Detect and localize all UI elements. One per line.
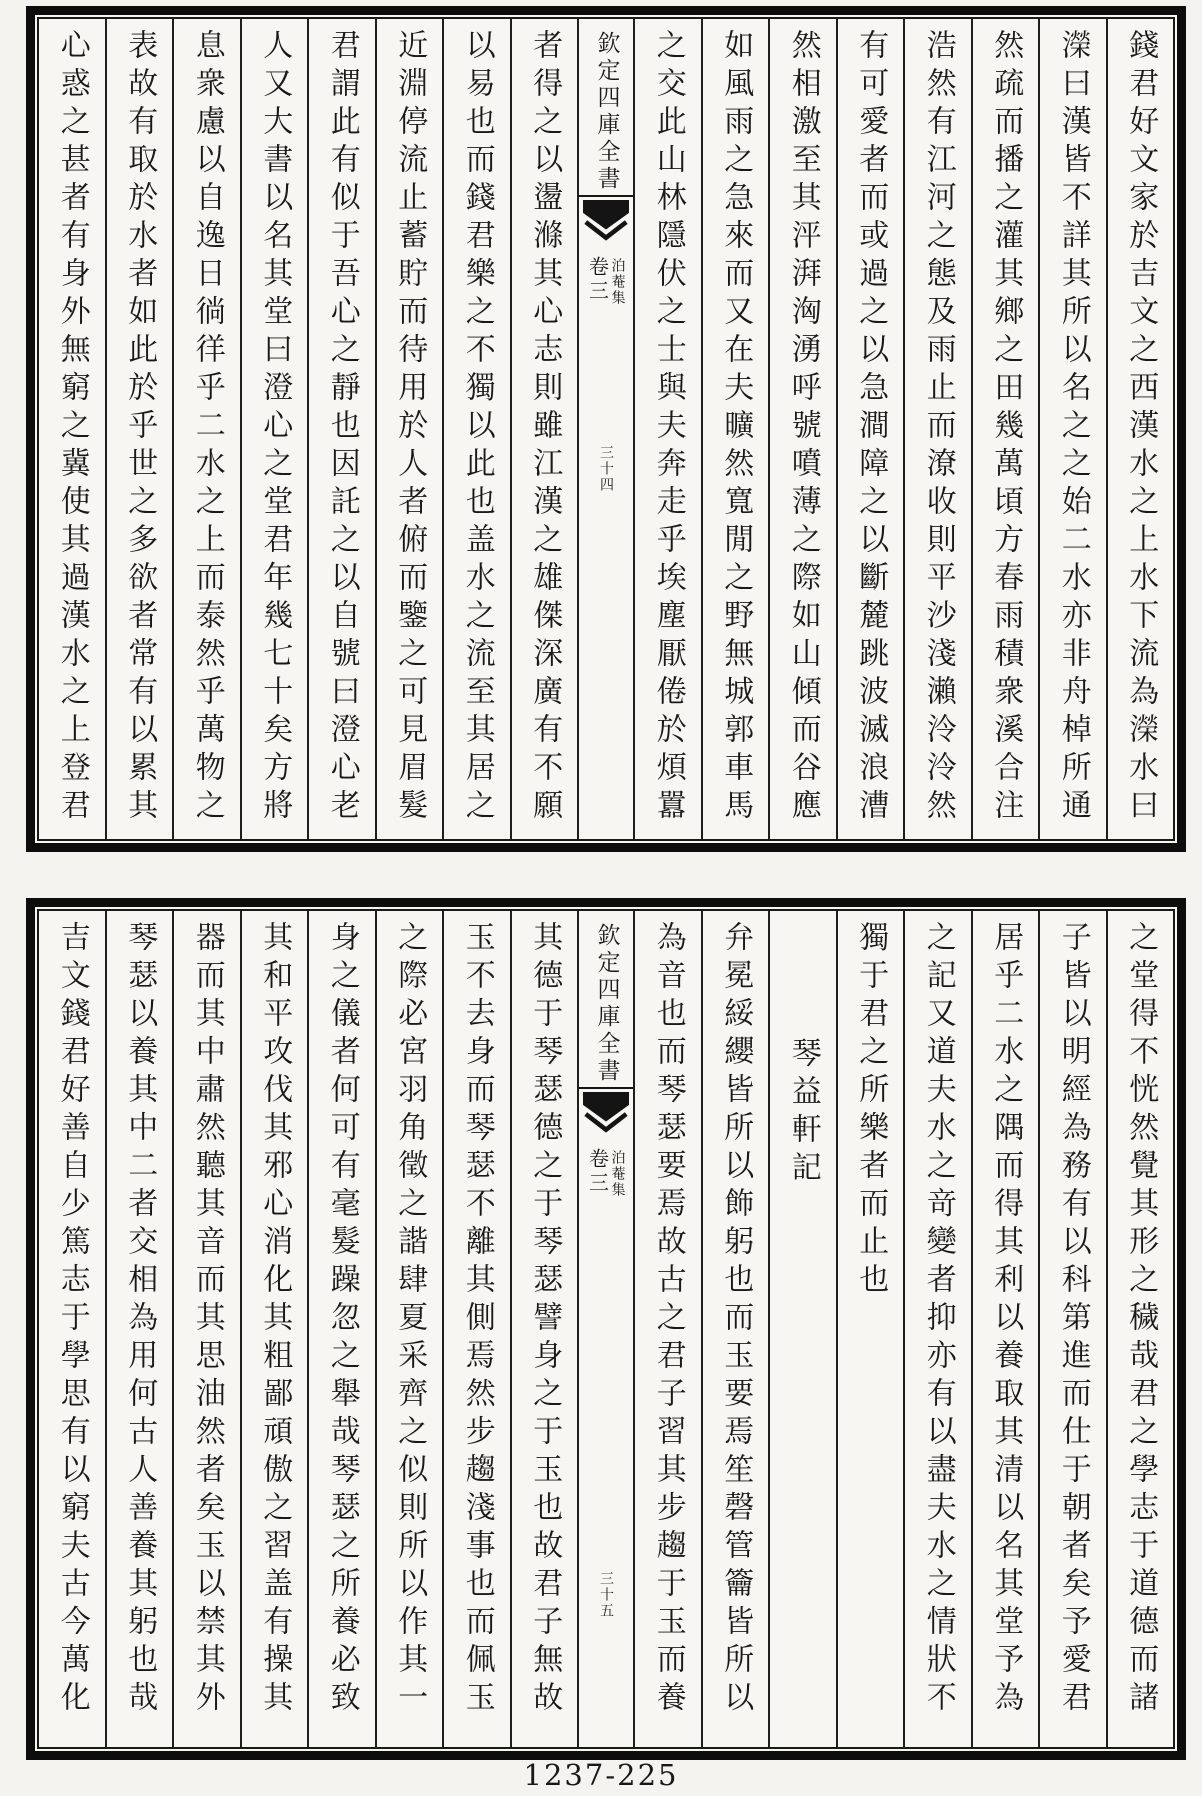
column-text: 之堂得不恍然覺其形之穢哉君之學志于道德而諸 — [1123, 921, 1159, 1719]
fishtail-mark — [581, 1092, 631, 1138]
leaf-block-recto — [26, 6, 1186, 852]
banxin-series-title: 欽定四庫全書 — [593, 31, 620, 193]
text-column — [971, 911, 1039, 1747]
banxin-column — [577, 19, 633, 839]
text-column — [442, 911, 510, 1747]
series-title-box — [579, 923, 633, 1089]
column-text: 之際必宮羽角徵之諧肆夏采齊之似則所以作其一 — [392, 921, 428, 1719]
leaf-block-verso — [26, 898, 1186, 1760]
column-text: 心惑之甚者有身外無窮之冀使其過漢水之上登君 — [54, 29, 90, 827]
text-column — [1106, 19, 1174, 839]
text-column — [39, 19, 105, 839]
column-text: 近淵停流止蓄貯而待用於人者俯而鑒之可見眉髮 — [392, 29, 428, 827]
banxin-subtitle — [585, 1148, 626, 1198]
leaf-frame — [37, 909, 1175, 1749]
column-text: 君謂此有似于吾心之靜也因託之以自號曰澄心老 — [324, 29, 360, 827]
text-column — [903, 911, 971, 1747]
juan-label: 卷三 — [585, 1148, 610, 1196]
text-column — [510, 19, 578, 839]
column-text: 其德于琴瑟德之于琴瑟譬身之于玉也故君子無故 — [527, 921, 563, 1719]
text-column — [375, 19, 443, 839]
banxin-series-title: 欽定四庫全書 — [593, 923, 620, 1085]
text-column — [307, 19, 375, 839]
column-text: 獨于君之所樂者而止也 — [853, 921, 889, 1301]
series-title-box — [579, 31, 633, 197]
column-text: 如風雨之急來而又在夫曠然寬閒之野無城郭車馬 — [718, 29, 754, 827]
text-column — [701, 911, 769, 1747]
column-text: 身之儀者何可有毫髮躁忽之舉哉琴瑟之所養必致 — [324, 921, 360, 1719]
column-text: 錢君好文家於吉文之西漢水之上水下流為濚水曰 — [1123, 29, 1159, 827]
text-column — [307, 911, 375, 1747]
text-column — [836, 911, 904, 1747]
book-title: 泊菴集 — [609, 1150, 626, 1198]
text-column — [172, 19, 240, 839]
text-column — [39, 911, 105, 1747]
text-column — [105, 19, 173, 839]
column-text: 器而其中肅然聽其音而其思油然者矣玉以禁其外 — [189, 921, 225, 1719]
text-column — [836, 19, 904, 839]
column-text: 吉文錢君好善自少篤志于學思有以窮夫古今萬化 — [54, 921, 90, 1719]
banxin-subtitle — [585, 256, 626, 306]
text-column — [971, 19, 1039, 839]
column-text: 玉不去身而琴瑟不離其側焉然步趨淺事也而佩玉 — [459, 921, 495, 1719]
column-text: 之交此山林隱伏之士與夫奔走乎埃塵厭倦於煩囂 — [650, 29, 686, 827]
text-column — [510, 911, 578, 1747]
column-text: 濚曰漢皆不詳其所以名之之始二水亦非舟棹所通 — [1055, 29, 1091, 827]
text-column — [903, 19, 971, 839]
folio-number: 三十四 — [598, 445, 614, 494]
column-text: 浩然有江河之態及雨止而潦收則平沙淺瀨泠泠然 — [920, 29, 956, 827]
text-column — [633, 19, 701, 839]
column-text: 為音也而琴瑟要焉故古之君子習其步趨于玉而養 — [650, 921, 686, 1719]
folio-number: 三十五 — [598, 1571, 614, 1620]
column-text: 息衆慮以自逸日徜徉乎二水之上而泰然乎萬物之 — [189, 29, 225, 827]
column-text: 之記又道夫水之竒變者抑亦有以盡夫水之情狀不 — [920, 921, 956, 1719]
text-column — [240, 911, 308, 1747]
text-column — [1038, 911, 1106, 1747]
column-text: 弁冕綏纓皆所以飾躬也而玉要焉笙磬管籥皆所以 — [718, 921, 754, 1719]
text-column — [105, 911, 173, 1747]
column-text: 琴瑟以養其中二者交相為用何古人善養其躬也哉 — [122, 921, 158, 1719]
text-column — [768, 19, 836, 839]
leaf-frame — [37, 17, 1175, 841]
text-column — [1038, 19, 1106, 839]
column-text: 表故有取於水者如此於乎世之多欲者常有以累其 — [122, 29, 158, 827]
text-column — [633, 911, 701, 1747]
juan-label: 卷三 — [585, 256, 610, 304]
text-column — [701, 19, 769, 839]
text-column — [375, 911, 443, 1747]
column-text: 然疏而播之灌其鄉之田幾萬頃方春雨積衆溪合注 — [988, 29, 1024, 827]
column-text: 然相激至其泙湃洶湧呼號噴薄之際如山傾而谷應 — [785, 29, 821, 827]
section-title: 琴益軒記 — [785, 1037, 821, 1189]
text-column — [1106, 911, 1174, 1747]
column-text: 子皆以明經為務有以科第進而仕于朝者矣予愛君 — [1055, 921, 1091, 1719]
column-text: 有可愛者而或過之以急澗障之以斷麓跳波滅浪漕 — [853, 29, 889, 827]
column-text: 者得之以盪滌其心志則雖江漢之雄傑深廣有不願 — [527, 29, 563, 827]
banxin-column — [577, 911, 633, 1747]
page-number: 1237-225 — [523, 1758, 679, 1792]
book-title: 泊菴集 — [609, 258, 626, 306]
fishtail-mark — [581, 200, 631, 246]
column-text: 以易也而錢君樂之不獨以此也盖水之流至其居之 — [459, 29, 495, 827]
text-column — [240, 19, 308, 839]
column-text: 人又大書以名其堂曰澄心之堂君年幾七十矣方將 — [257, 29, 293, 827]
column-text: 居乎二水之隅而得其利以養取其清以名其堂予為 — [988, 921, 1024, 1719]
column-text: 其和平攻伐其邪心消化其粗鄙頑傲之習盖有操其 — [257, 921, 293, 1719]
section-title-column — [768, 911, 836, 1747]
text-column — [172, 911, 240, 1747]
text-column — [442, 19, 510, 839]
